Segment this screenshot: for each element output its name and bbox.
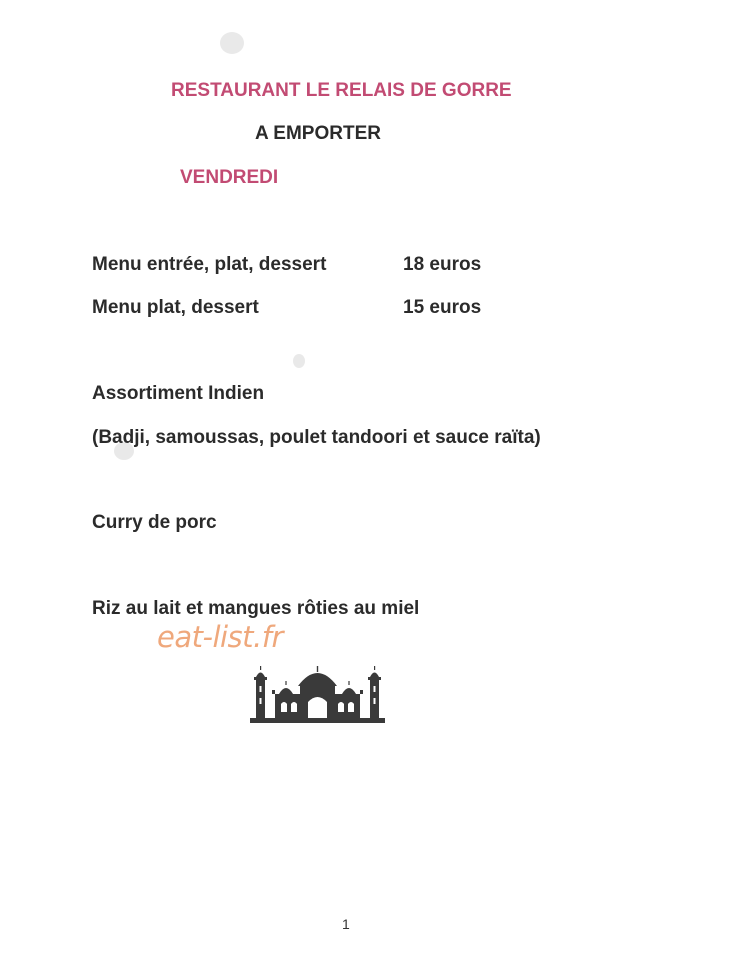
- page-number: 1: [342, 916, 350, 932]
- scan-speck: [293, 354, 305, 368]
- menu-option-price: 18 euros: [403, 254, 482, 275]
- restaurant-name: RESTAURANT LE RELAIS DE GORRE: [171, 80, 512, 101]
- menu-option-label: Menu plat, dessert: [92, 297, 259, 318]
- menu-option-price: 15 euros: [403, 297, 482, 318]
- menu-day: VENDREDI: [180, 167, 279, 188]
- taj-mahal-icon: [250, 666, 385, 724]
- watermark: eat-list.fr: [157, 620, 283, 654]
- dish-starter: Assortiment Indien: [92, 383, 265, 404]
- dish-main: Curry de porc: [92, 512, 217, 533]
- dish-dessert: Riz au lait et mangues rôties au miel: [92, 598, 420, 619]
- menu-option-label: Menu entrée, plat, dessert: [92, 254, 327, 275]
- service-type: A EMPORTER: [255, 123, 381, 144]
- dish-starter-details: (Badji, samoussas, poulet tandoori et sauce raïta): [92, 427, 541, 448]
- scan-speck: [220, 32, 244, 54]
